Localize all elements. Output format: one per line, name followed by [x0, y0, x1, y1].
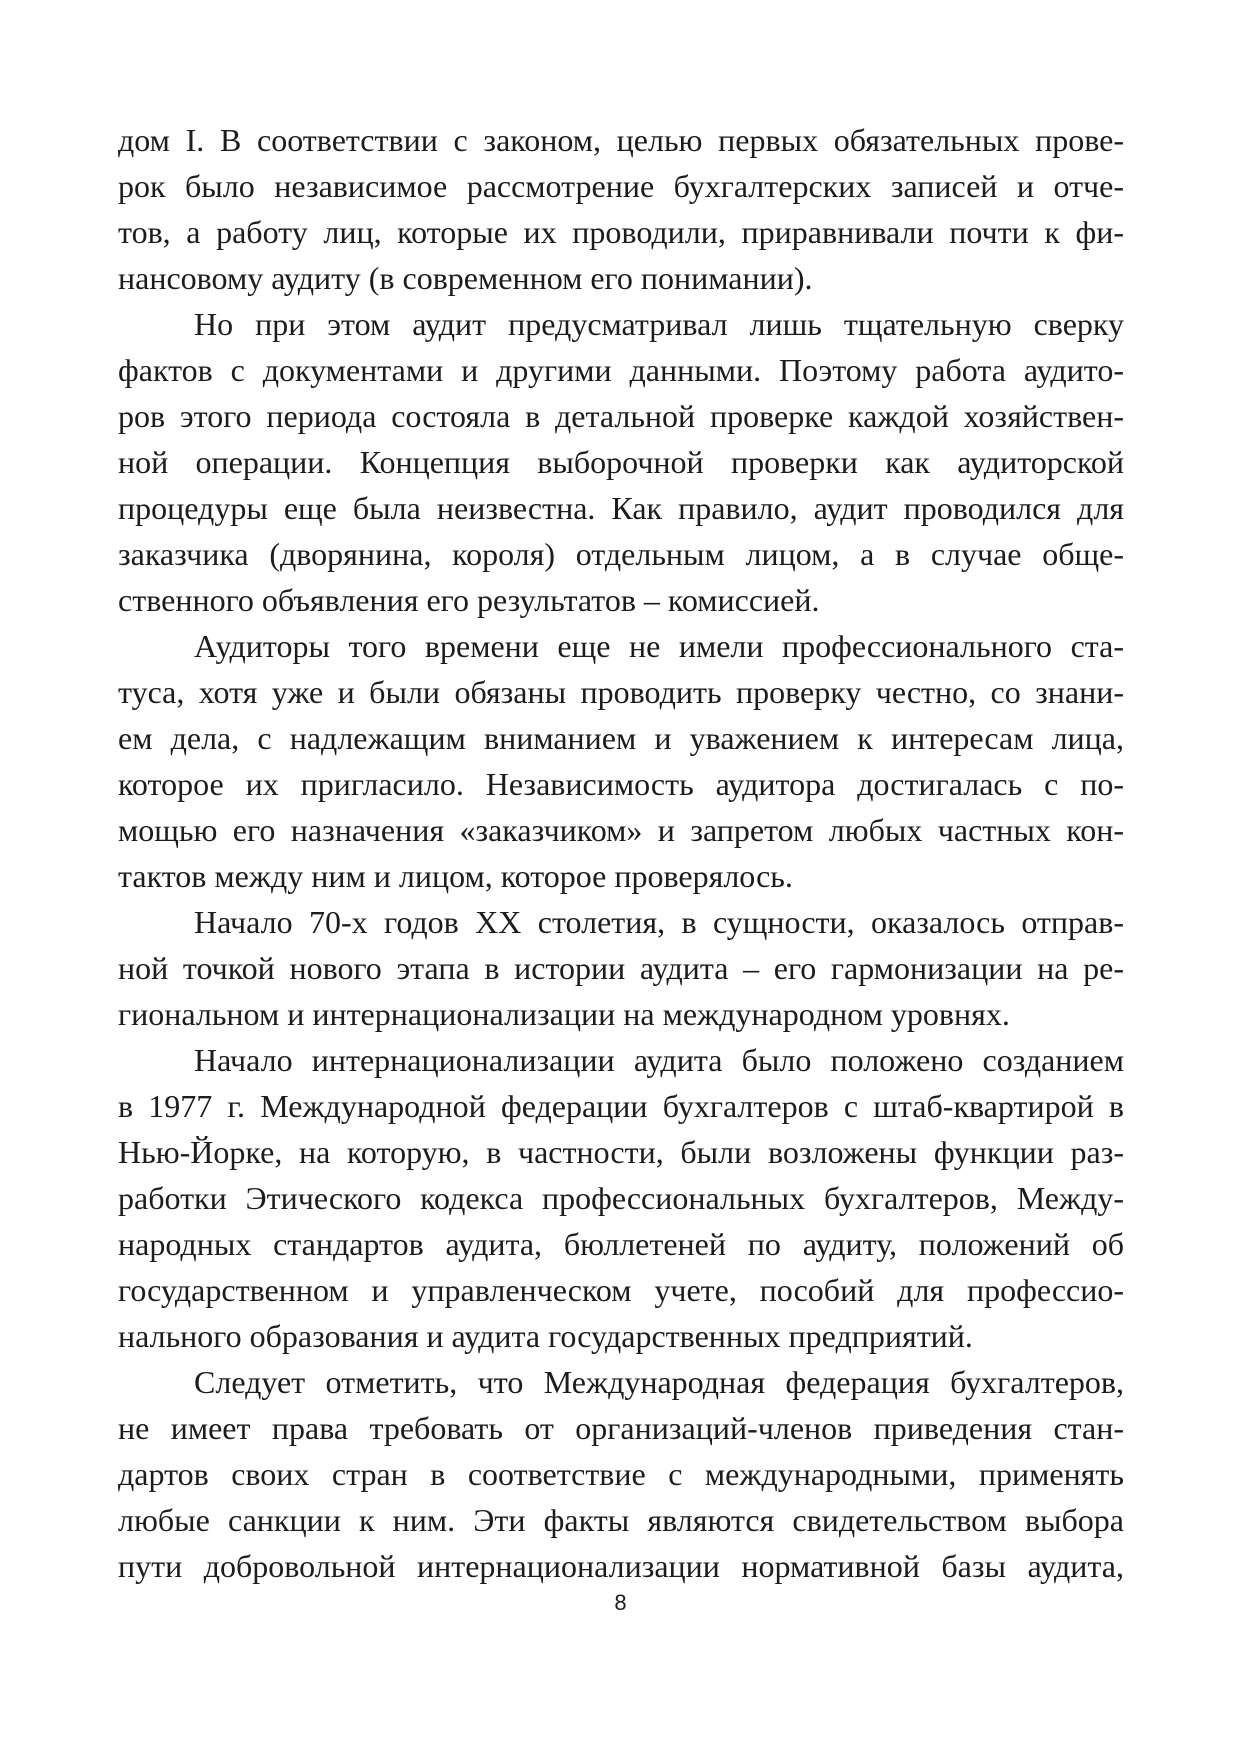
text-line: пути добровольной интернационализации нормативной базы аудита,	[118, 1548, 1124, 1584]
text-line: мощью его назначения «заказчиком» и запретом любых частных кон-	[118, 812, 1124, 848]
text-line: не имеет права требовать от организаций-членов приведения стан-	[118, 1410, 1124, 1446]
text-line: тактов между ним и лицом, которое проверялось.	[118, 858, 793, 894]
text-line: ной точкой нового этапа в истории аудита – его гармонизации на ре-	[118, 950, 1124, 986]
text-line: Начало 70-х годов XX столетия, в сущности, оказалось отправ-	[194, 904, 1124, 940]
text-line: Но при этом аудит предусматривал лишь тщательную сверку	[194, 306, 1124, 342]
text-line: работки Этического кодекса профессиональных бухгалтеров, Между-	[118, 1180, 1124, 1216]
text-line: народных стандартов аудита, бюллетеней по аудиту, положений об	[118, 1226, 1124, 1262]
text-line: любые санкции к ним. Эти факты являются свидетельством выбора	[118, 1502, 1124, 1538]
paragraph-6	[118, 1359, 1124, 1589]
paragraph-4	[118, 899, 1124, 1037]
text-line: Следует отметить, что Международная федерация бухгалтеров,	[194, 1364, 1124, 1400]
paragraph-2	[118, 301, 1124, 623]
paragraph-5	[118, 1037, 1124, 1359]
text-line: государственном и управленческом учете, пособий для профессио-	[118, 1272, 1124, 1308]
body-text	[118, 117, 1124, 1589]
text-line: которое их пригласило. Независимость аудитора достигалась с по-	[118, 766, 1124, 802]
text-line: ем дела, с надлежащим вниманием и уважением к интересам лица,	[118, 720, 1124, 756]
text-line: рок было независимое рассмотрение бухгалтерских записей и отче-	[118, 168, 1124, 204]
text-line: нального образования и аудита государственных предприятий.	[118, 1318, 973, 1354]
text-line: нансовому аудиту (в современном его понимании).	[118, 260, 813, 296]
text-line: Аудиторы того времени еще не имели профессионального ста-	[194, 628, 1124, 664]
text-line: фактов с документами и другими данными. Поэтому работа аудито-	[118, 352, 1124, 388]
text-line: ров этого периода состояла в детальной проверке каждой хозяйствен-	[118, 398, 1124, 434]
text-line: ственного объявления его результатов – комиссией.	[118, 582, 820, 618]
text-line: ной операции. Концепция выборочной проверки как аудиторской	[118, 444, 1124, 480]
text-line: Начало интернационализации аудита было положено созданием	[194, 1042, 1124, 1078]
text-line: туса, хотя уже и были обязаны проводить проверку честно, со знани-	[118, 674, 1124, 710]
text-line: дом I. В соответствии с законом, целью первых обязательных прове-	[118, 122, 1124, 158]
text-line: гиональном и интернационализации на международном уровнях.	[118, 996, 1010, 1032]
paragraph-1	[118, 117, 1124, 301]
text-line: тов, а работу лиц, которые их проводили, приравнивали почти к фи-	[118, 214, 1124, 250]
text-line: заказчика (дворянина, короля) отдельным лицом, а в случае обще-	[118, 536, 1124, 572]
text-line: Нью-Йорке, на которую, в частности, были возложены функции раз-	[118, 1134, 1124, 1170]
text-line: в 1977 г. Международной федерации бухгалтеров с штаб-квартирой в	[118, 1088, 1124, 1124]
page-number: 8	[614, 1590, 627, 1615]
text-line: дартов своих стран в соответствие с международными, применять	[118, 1456, 1124, 1492]
text-line: процедуры еще была неизвестна. Как правило, аудит проводился для	[118, 490, 1124, 526]
paragraph-3	[118, 623, 1124, 899]
